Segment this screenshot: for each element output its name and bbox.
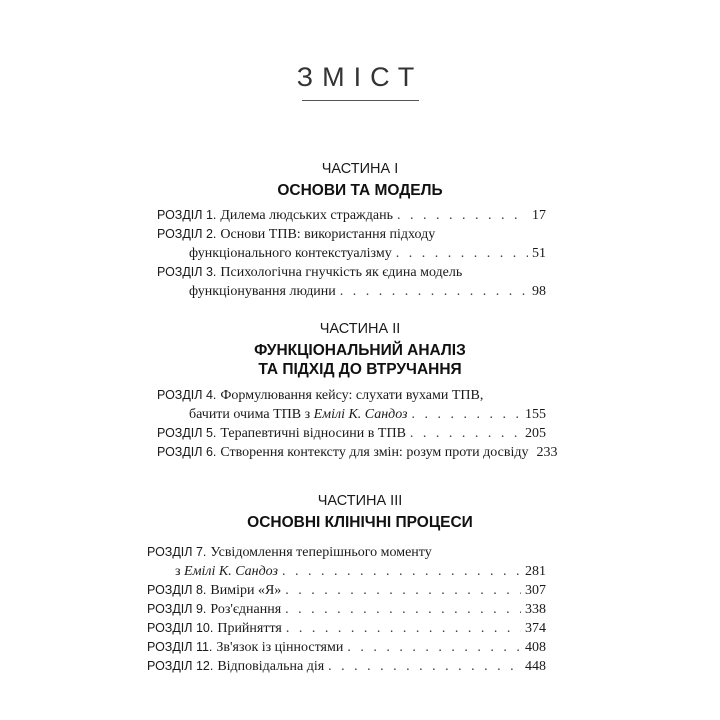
chapter-number: РОЗДІЛ 1.: [157, 208, 217, 222]
chapter-entry[interactable]: [147, 600, 546, 619]
dot-leader: [286, 619, 521, 638]
chapter-number: РОЗДІЛ 5.: [157, 426, 217, 440]
chapter-number: РОЗДІЛ 9.: [147, 602, 207, 616]
dot-leader: [396, 244, 528, 263]
chapter-entry[interactable]: [157, 263, 546, 301]
part-3-chapters: [147, 543, 546, 676]
chapter-entry[interactable]: [147, 619, 546, 638]
chapter-number: РОЗДІЛ 10.: [147, 621, 214, 635]
part-subtitle: ОСНОВНІ КЛІНІЧНІ ПРОЦЕСИ: [247, 514, 473, 531]
part-2-heading: [0, 320, 720, 379]
title-underline: [302, 100, 419, 101]
part-subtitle: ОСНОВИ ТА МОДЕЛЬ: [277, 182, 443, 199]
part-1-heading: [0, 160, 720, 200]
page-number: 205: [525, 426, 546, 441]
chapter-title: Створення контексту для змін: розум проти досвіду: [220, 445, 529, 460]
chapter-title: Виміри «Я»: [210, 583, 282, 598]
chapter-title: Прийняття: [217, 621, 282, 636]
toc-title: ЗМІСТ: [296, 62, 424, 92]
chapter-number: РОЗДІЛ 6.: [157, 445, 217, 459]
part-label: ЧАСТИНА ІІ: [319, 321, 401, 337]
chapter-title: Відповідальна дія: [217, 659, 325, 674]
page-number: 338: [525, 602, 546, 617]
chapter-entry[interactable]: [147, 581, 546, 600]
chapter-entry[interactable]: [157, 443, 558, 462]
chapter-title: Зв'язок із цінностями: [216, 640, 344, 655]
part-1-chapters: [157, 206, 546, 301]
part-2-chapters: [157, 386, 558, 462]
part-subtitle: ФУНКЦІОНАЛЬНИЙ АНАЛІЗ: [254, 342, 466, 359]
page-number: 155: [525, 407, 546, 422]
chapter-number: РОЗДІЛ 4.: [157, 388, 217, 402]
page-number: 51: [532, 246, 546, 261]
chapter-entry[interactable]: [147, 638, 546, 657]
chapter-title: Усвідомлення теперішнього моменту: [210, 545, 432, 560]
chapter-title: Основи ТПВ: використання підходу: [220, 227, 436, 242]
chapter-entry[interactable]: [157, 424, 546, 443]
page-number: 374: [525, 621, 546, 636]
chapter-entry[interactable]: [147, 657, 546, 676]
chapter-coauthor: Емілі К. Сандоз: [313, 407, 408, 422]
part-3-heading: [0, 492, 720, 532]
dot-leader: [285, 600, 521, 619]
chapter-number: РОЗДІЛ 7.: [147, 545, 207, 559]
dot-leader: [285, 581, 521, 600]
chapter-title-continued: функціонального контекстуалізму: [189, 246, 392, 261]
dot-leader: [328, 657, 521, 676]
page-number: 233: [536, 445, 558, 460]
dot-leader: [412, 405, 521, 424]
dot-leader: [340, 282, 528, 301]
page-number: 448: [525, 659, 546, 674]
chapter-coauthor: Емілі К. Сандоз: [184, 564, 278, 579]
page-number: 408: [525, 640, 546, 655]
part-label: ЧАСТИНА ІІІ: [317, 493, 403, 509]
chapter-title-continued: з: [175, 564, 185, 579]
chapter-title: Психологічна гнучкість як єдина модель: [220, 265, 463, 280]
chapter-title-continued: функціонування людини: [189, 284, 336, 299]
dot-leader: [397, 206, 528, 225]
chapter-title: Дилема людських страждань: [220, 208, 393, 223]
chapter-title: Роз'єднання: [210, 602, 282, 617]
chapter-entry[interactable]: [147, 543, 546, 581]
dot-leader: [410, 424, 521, 443]
chapter-entry[interactable]: [157, 225, 546, 263]
chapter-title-continued: бачити очима ТПВ з: [189, 407, 314, 422]
chapter-title: Формулювання кейсу: слухати вухами ТПВ,: [220, 388, 484, 403]
chapter-number: РОЗДІЛ 3.: [157, 265, 217, 279]
part-label: ЧАСТИНА І: [321, 161, 399, 177]
chapter-number: РОЗДІЛ 11.: [147, 640, 213, 654]
page-number: 281: [525, 564, 546, 579]
page-number: 17: [532, 208, 546, 223]
chapter-title: Терапевтичні відносини в ТПВ: [220, 426, 406, 441]
chapter-entry[interactable]: [157, 206, 546, 225]
page-number: 307: [525, 583, 546, 598]
dot-leader: [282, 562, 521, 581]
chapter-entry[interactable]: [157, 386, 546, 424]
chapter-number: РОЗДІЛ 8.: [147, 583, 207, 597]
dot-leader: [347, 638, 521, 657]
part-subtitle: ТА ПІДХІД ДО ВТРУЧАННЯ: [258, 361, 462, 378]
page-number: 98: [532, 284, 546, 299]
chapter-number: РОЗДІЛ 2.: [157, 227, 217, 241]
chapter-number: РОЗДІЛ 12.: [147, 659, 214, 673]
